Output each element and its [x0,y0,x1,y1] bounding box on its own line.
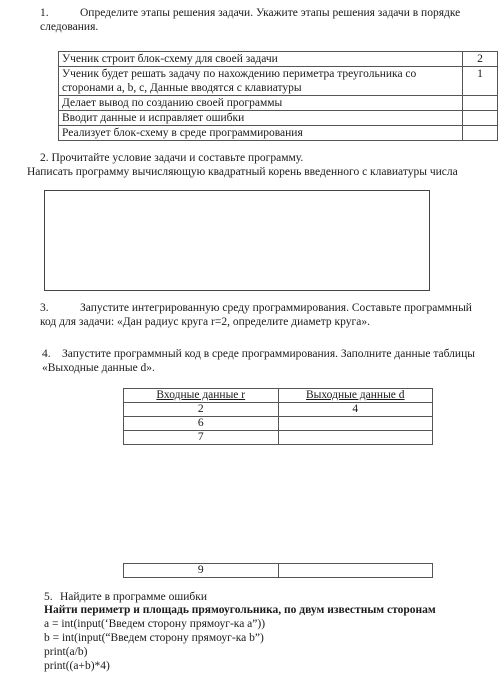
q4-d-cell[interactable] [278,564,433,578]
table-row [59,52,498,67]
q2-answer-box[interactable] [44,190,430,291]
q1-text: Определите этапы решения задачи. Укажите этапы решения задачи в порядке следования. [40,7,461,33]
q1-step-order[interactable] [463,126,498,141]
q4-r-cell: 9 [124,564,279,578]
table-row [59,111,498,126]
code-line: print((a+b)*4) [44,660,110,672]
q5-heading [44,590,207,604]
q4-table-header [124,389,433,403]
q4-table-continued [123,563,433,578]
q1-heading [40,6,490,34]
q5-subtitle: Найти периметр и площадь прямоугольника, по двум известным сторонам [44,604,436,616]
table-row [124,564,433,578]
q1-step-order[interactable] [463,111,498,126]
table-row [124,417,433,431]
q4-d-cell[interactable] [278,431,433,445]
q1-step-order[interactable]: 2 [463,52,498,67]
q3-heading [40,301,490,329]
q5-title: Найдите в программе ошибки [60,591,207,603]
q4-number: 4. [42,348,51,360]
q4-text: Запустите программный код в среде программирования. Заполните данные таблицы «Выходные данные d». [42,348,475,374]
q5-number: 5. [44,591,53,603]
q1-step-text: Ученик будет решать задачу по нахождению периметра треугольника со сторонами a, b, c, Данные вводятся с клавиатуры [59,67,463,96]
q1-step-text: Реализует блок-схему в среде программирования [59,126,463,141]
q1-step-text: Делает вывод по созданию своей программы [59,96,463,111]
q2-text: Написать программу вычисляющую квадратный корень введенного с клавиатуры числа [27,166,458,178]
q1-step-text: Вводит данные и исправляет ошибки [59,111,463,126]
q4-d-cell[interactable] [278,417,433,431]
q1-step-order[interactable] [463,96,498,111]
table-row [59,96,498,111]
q1-table [58,51,498,141]
code-line: print(a/b) [44,646,88,658]
q3-text: Запустите интегрированную среду программирования. Составьте программный код для задачи: «Дан радиус круга r=2, определите диаметр круга». [40,302,472,328]
q4-r-cell: 6 [124,417,279,431]
table-row [124,403,433,417]
q4-r-cell: 7 [124,431,279,445]
code-line: b = int(input(“Введем сторону прямоуг-ка b”) [44,632,264,644]
table-row [124,431,433,445]
q3-number: 3. [40,302,49,314]
q1-number: 1. [40,7,49,19]
q1-step-text: Ученик строит блок-схему для своей задачи [59,52,463,67]
table-row [59,67,498,96]
table-row [59,126,498,141]
q4-header-input: Входные данные r [124,389,279,403]
q1-step-order[interactable]: 1 [463,67,498,96]
q4-d-cell[interactable]: 4 [278,403,433,417]
q4-table [123,388,433,445]
q5-code [44,617,265,673]
code-line: a = int(input(‘Введем сторону прямоуг-ка a”)) [44,618,266,630]
q4-r-cell: 2 [124,403,279,417]
q4-heading [42,347,492,375]
q2-title: 2. Прочитайте условие задачи и составьте программу. [40,152,304,164]
q4-header-output: Выходные данные d [278,389,433,403]
